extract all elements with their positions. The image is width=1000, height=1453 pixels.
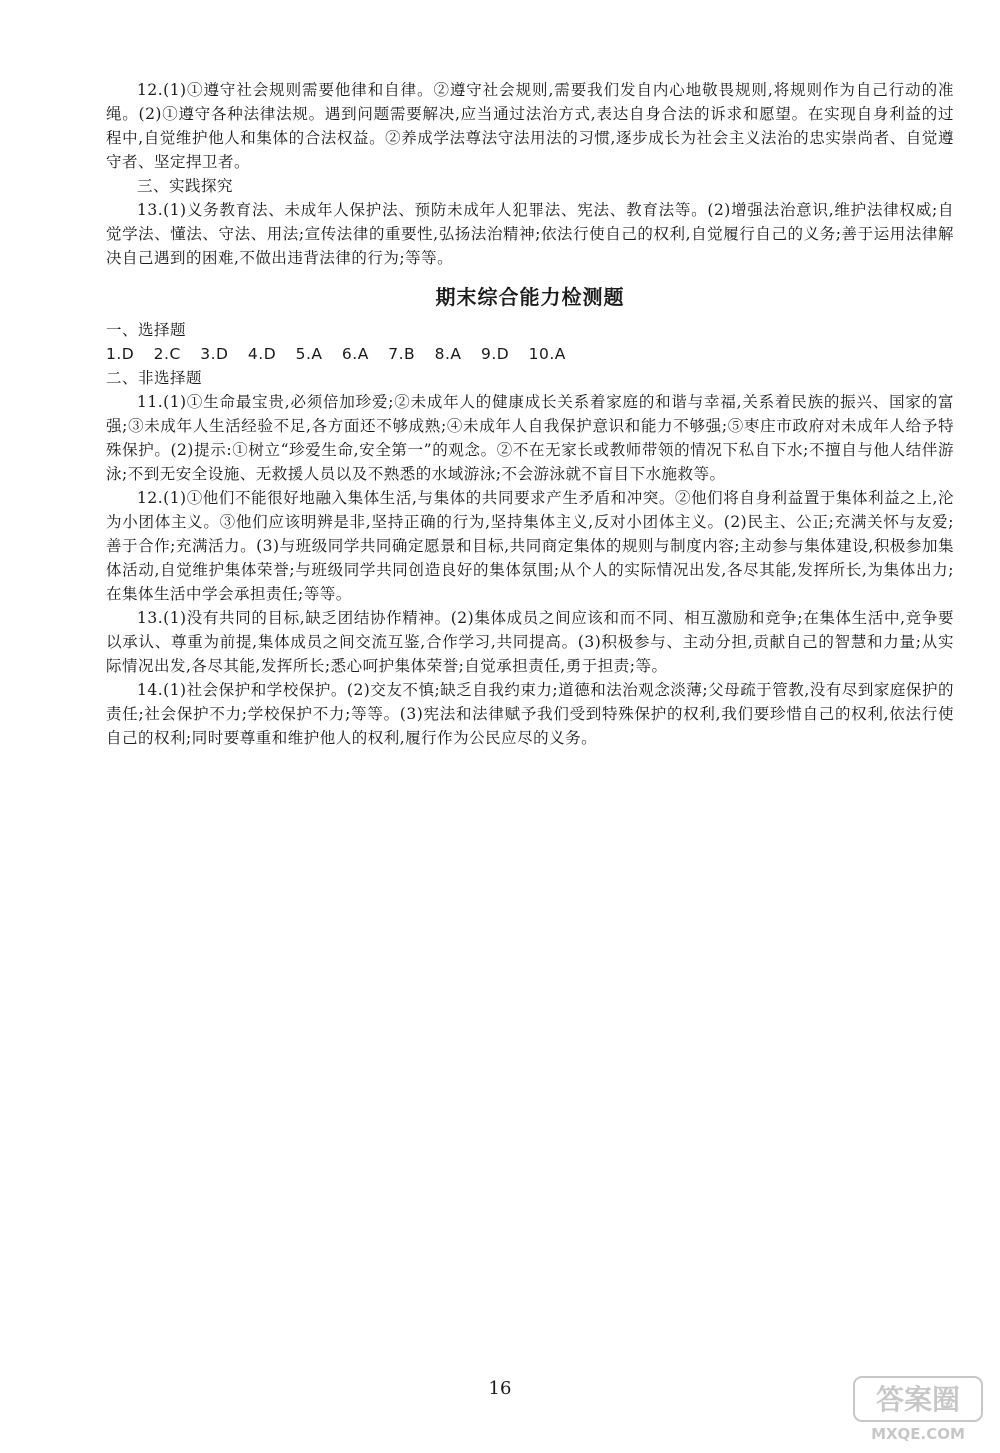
answer-12-chapter: 12.(1)①遵守社会规则需要他律和自律。②遵守社会规则,需要我们发自内心地敬畏规则,将规则作为自己行动的准绳。(2)①遵守各种法律法规。遇到问题需要解决,应当通过法治方式,表达自身合法的诉求和愿望。在实现自身利益的过程中,自觉维护他人和集体的合法权益。②养成学法尊法守法用法的习惯,逐步成长为社会主义法治的忠实崇尚者、自觉遵守者、坚定捍卫者。 (106, 81, 954, 171)
choice-answer-10: 10.A (528, 345, 566, 363)
choice-answer-1: 1.D (106, 345, 135, 363)
watermark-text: 答案圈 (875, 1383, 961, 1416)
choice-answer-4: 4.D (247, 345, 277, 363)
choice-answer-9: 9.D (480, 345, 510, 363)
choice-answer-7: 7.B (388, 345, 416, 363)
watermark-logo (852, 1375, 984, 1445)
watermark-url: MXQE.COM (871, 1425, 965, 1443)
choice-answer-8: 8.A (434, 345, 462, 363)
choice-answers (106, 342, 954, 366)
answer-14: 14.(1)社会保护和学校保护。(2)交友不慎;缺乏自我约束力;道德和法治观念淡薄;父母疏于管教,没有尽到家庭保护的责任;社会保护不力;学校保护不力;等等。(3)宪法和法律赋予我们受到特殊保护的权利,我们要珍惜自己的权利,依法行使自己的权利;同时要尊重和维护他人的权利,履行作为公民应尽的义务。 (106, 681, 954, 747)
choice-answer-5: 5.A (295, 345, 323, 363)
heading-multiple-choice: 一、选择题 (106, 321, 187, 339)
heading-practice: 三、实践探究 (137, 177, 234, 195)
answer-page (106, 0, 954, 750)
heading-non-choice: 二、非选择题 (106, 369, 203, 387)
page-number: 16 (488, 1378, 512, 1399)
answer-13-chapter: 13.(1)义务教育法、未成年人保护法、预防未成年人犯罪法、宪法、教育法等。(2)增强法治意识,维护法律权威;自觉学法、懂法、守法、用法;宣传法律的重要性,弘扬法治精神;依法行使自己的权利,自觉履行自己的义务;善于运用法律解决自己遇到的困难,不做出违背法律的行为;等等。 (106, 201, 954, 267)
section-title: 期末综合能力检测题 (435, 285, 625, 309)
choice-answer-2: 2.C (153, 345, 181, 363)
answer-11: 11.(1)①生命最宝贵,必须倍加珍爱;②未成年人的健康成长关系着家庭的和谐与幸福,关系着民族的振兴、国家的富强;③未成年人生活经验不足,各方面还不够成熟;④未成年人自我保护意识和能力不够强;⑤枣庄市政府对未成年人给予特殊保护。(2)提示:①树立“珍爱生命,安全第一”的观念。②不在无家长或教师带领的情况下私自下水;不擅自与他人结伴游泳;不到无安全设施、无救援人员以及不熟悉的水域游泳;不会游泳就不盲目下水施救等。 (106, 393, 954, 483)
answer-12: 12.(1)①他们不能很好地融入集体生活,与集体的共同要求产生矛盾和冲突。②他们将自身利益置于集体利益之上,沦为小团体主义。③他们应该明辨是非,坚持正确的行为,坚持集体主义,反对小团体主义。(2)民主、公正;充满关怀与友爱;善于合作;充满活力。(3)与班级同学共同确定愿景和目标,共同商定集体的规则与制度内容;主动参与集体建设,积极参加集体活动,自觉维护集体荣誉;与班级同学共同创造良好的集体氛围;从个人的实际情况出发,各尽其能,发挥所长,为集体出力;在集体生活中学会承担责任;等等。 (106, 489, 954, 603)
choice-answer-6: 6.A (341, 345, 369, 363)
choice-answer-3: 3.D (200, 345, 229, 363)
answer-13: 13.(1)没有共同的目标,缺乏团结协作精神。(2)集体成员之间应该和而不同、相互激励和竞争;在集体生活中,竞争要以承认、尊重为前提,集体成员之间交流互鉴,合作学习,共同提高。(3)积极参与、主动分担,贡献自己的智慧和力量;从实际情况出发,各尽其能,发挥所长;悉心呵护集体荣誉;自觉承担责任,勇于担责;等。 (106, 609, 954, 675)
